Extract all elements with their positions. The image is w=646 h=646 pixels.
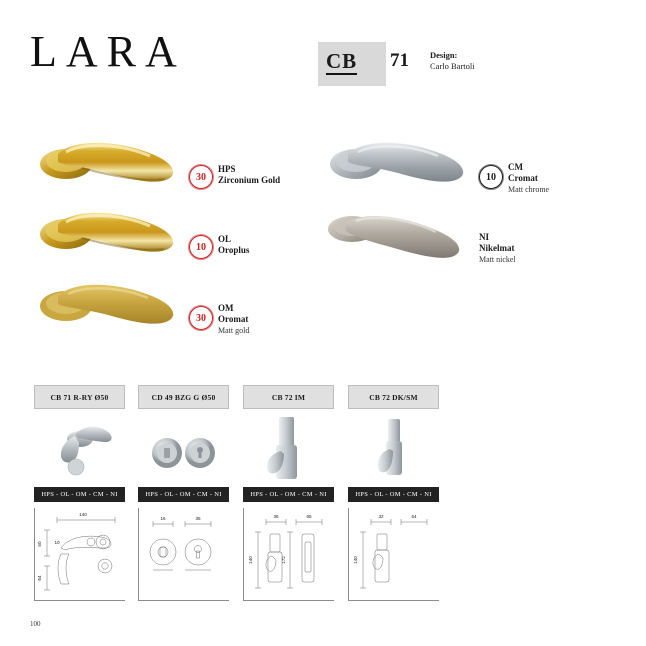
finish-sub-ni: Matt nickel [479, 255, 516, 264]
svg-text:64: 64 [411, 514, 417, 519]
finish-label-ni [479, 232, 516, 265]
product-drawing-4 [348, 508, 439, 601]
page-number: 100 [30, 620, 41, 628]
finish-label-ol [218, 234, 249, 256]
badge-om: 30 [189, 306, 213, 330]
handle-image-om [22, 272, 192, 334]
svg-text:140: 140 [79, 512, 87, 517]
svg-text:16: 16 [160, 516, 166, 521]
product-drawing-3 [243, 508, 334, 601]
product-finishes-4: HPS - OL - OM - CM - NI [348, 487, 439, 502]
product-cell-3[interactable] [243, 385, 334, 601]
svg-text:32: 32 [378, 514, 384, 519]
product-image-4 [348, 409, 439, 487]
product-image-3 [243, 409, 334, 487]
model-block [318, 42, 478, 86]
svg-text:36: 36 [273, 514, 279, 519]
finish-sub-cm: Matt chrome [508, 185, 550, 194]
finish-name-ol: Oroplus [218, 245, 250, 255]
product-finishes-2: HPS - OL - OM - CM - NI [138, 487, 229, 502]
finish-sub-om: Matt gold [218, 326, 250, 335]
product-image-1 [34, 409, 125, 487]
product-title-3: CB 72 IM [243, 385, 334, 409]
design-label: Design: [430, 50, 458, 60]
product-title-2: CD 49 BZG G Ø50 [138, 385, 229, 409]
designer-name: Carlo Bartoli [430, 61, 475, 71]
product-image-2 [138, 409, 229, 487]
finish-label-hps [218, 164, 280, 186]
svg-text:35: 35 [195, 516, 201, 521]
finish-name-ni: Nikelmat [479, 243, 515, 253]
designer-block [430, 50, 475, 72]
finish-name-om: Oromat [218, 314, 249, 324]
product-title-4: CB 72 DK/SM [348, 385, 439, 409]
svg-text:140: 140 [353, 556, 358, 564]
svg-text:65: 65 [306, 514, 312, 519]
badge-ol: 10 [189, 235, 213, 259]
finish-code-om: OM [218, 303, 234, 313]
svg-text:64: 64 [37, 575, 42, 581]
handle-image-hps [22, 130, 192, 192]
product-finishes-1: HPS - OL - OM - CM - NI [34, 487, 125, 502]
finish-name-hps: Zirconium Gold [218, 175, 281, 185]
handle-image-cm [312, 130, 482, 192]
product-cell-2[interactable] [138, 385, 229, 601]
model-prefix [326, 49, 357, 74]
product-title-1: CB 71 R-RY Ø50 [34, 385, 125, 409]
finish-code-ni: NI [479, 232, 490, 242]
badge-cm: 10 [479, 165, 503, 189]
finish-code-hps: HPS [218, 164, 236, 174]
product-drawing-2 [138, 508, 229, 601]
svg-text:140: 140 [248, 556, 253, 564]
finish-name-cm: Cromat [508, 173, 538, 183]
handle-image-ni [312, 205, 482, 267]
finish-label-cm [508, 162, 549, 195]
svg-text:172: 172 [281, 556, 286, 564]
product-finishes-3: HPS - OL - OM - CM - NI [243, 487, 334, 502]
finish-code-cm: CM [508, 162, 523, 172]
badge-hps: 30 [189, 165, 213, 189]
svg-text:10: 10 [54, 540, 60, 545]
svg-text:50: 50 [37, 541, 42, 547]
product-cell-4[interactable] [348, 385, 439, 601]
model-prefix-text: CB [326, 49, 358, 73]
finish-code-ol: OL [218, 234, 232, 244]
product-cell-1[interactable] [34, 385, 125, 601]
finish-label-om [218, 303, 249, 336]
model-number: 71 [390, 50, 409, 71]
handle-image-ol [22, 200, 192, 262]
brand-title: LARA [30, 27, 186, 76]
product-drawing-1 [34, 508, 125, 601]
